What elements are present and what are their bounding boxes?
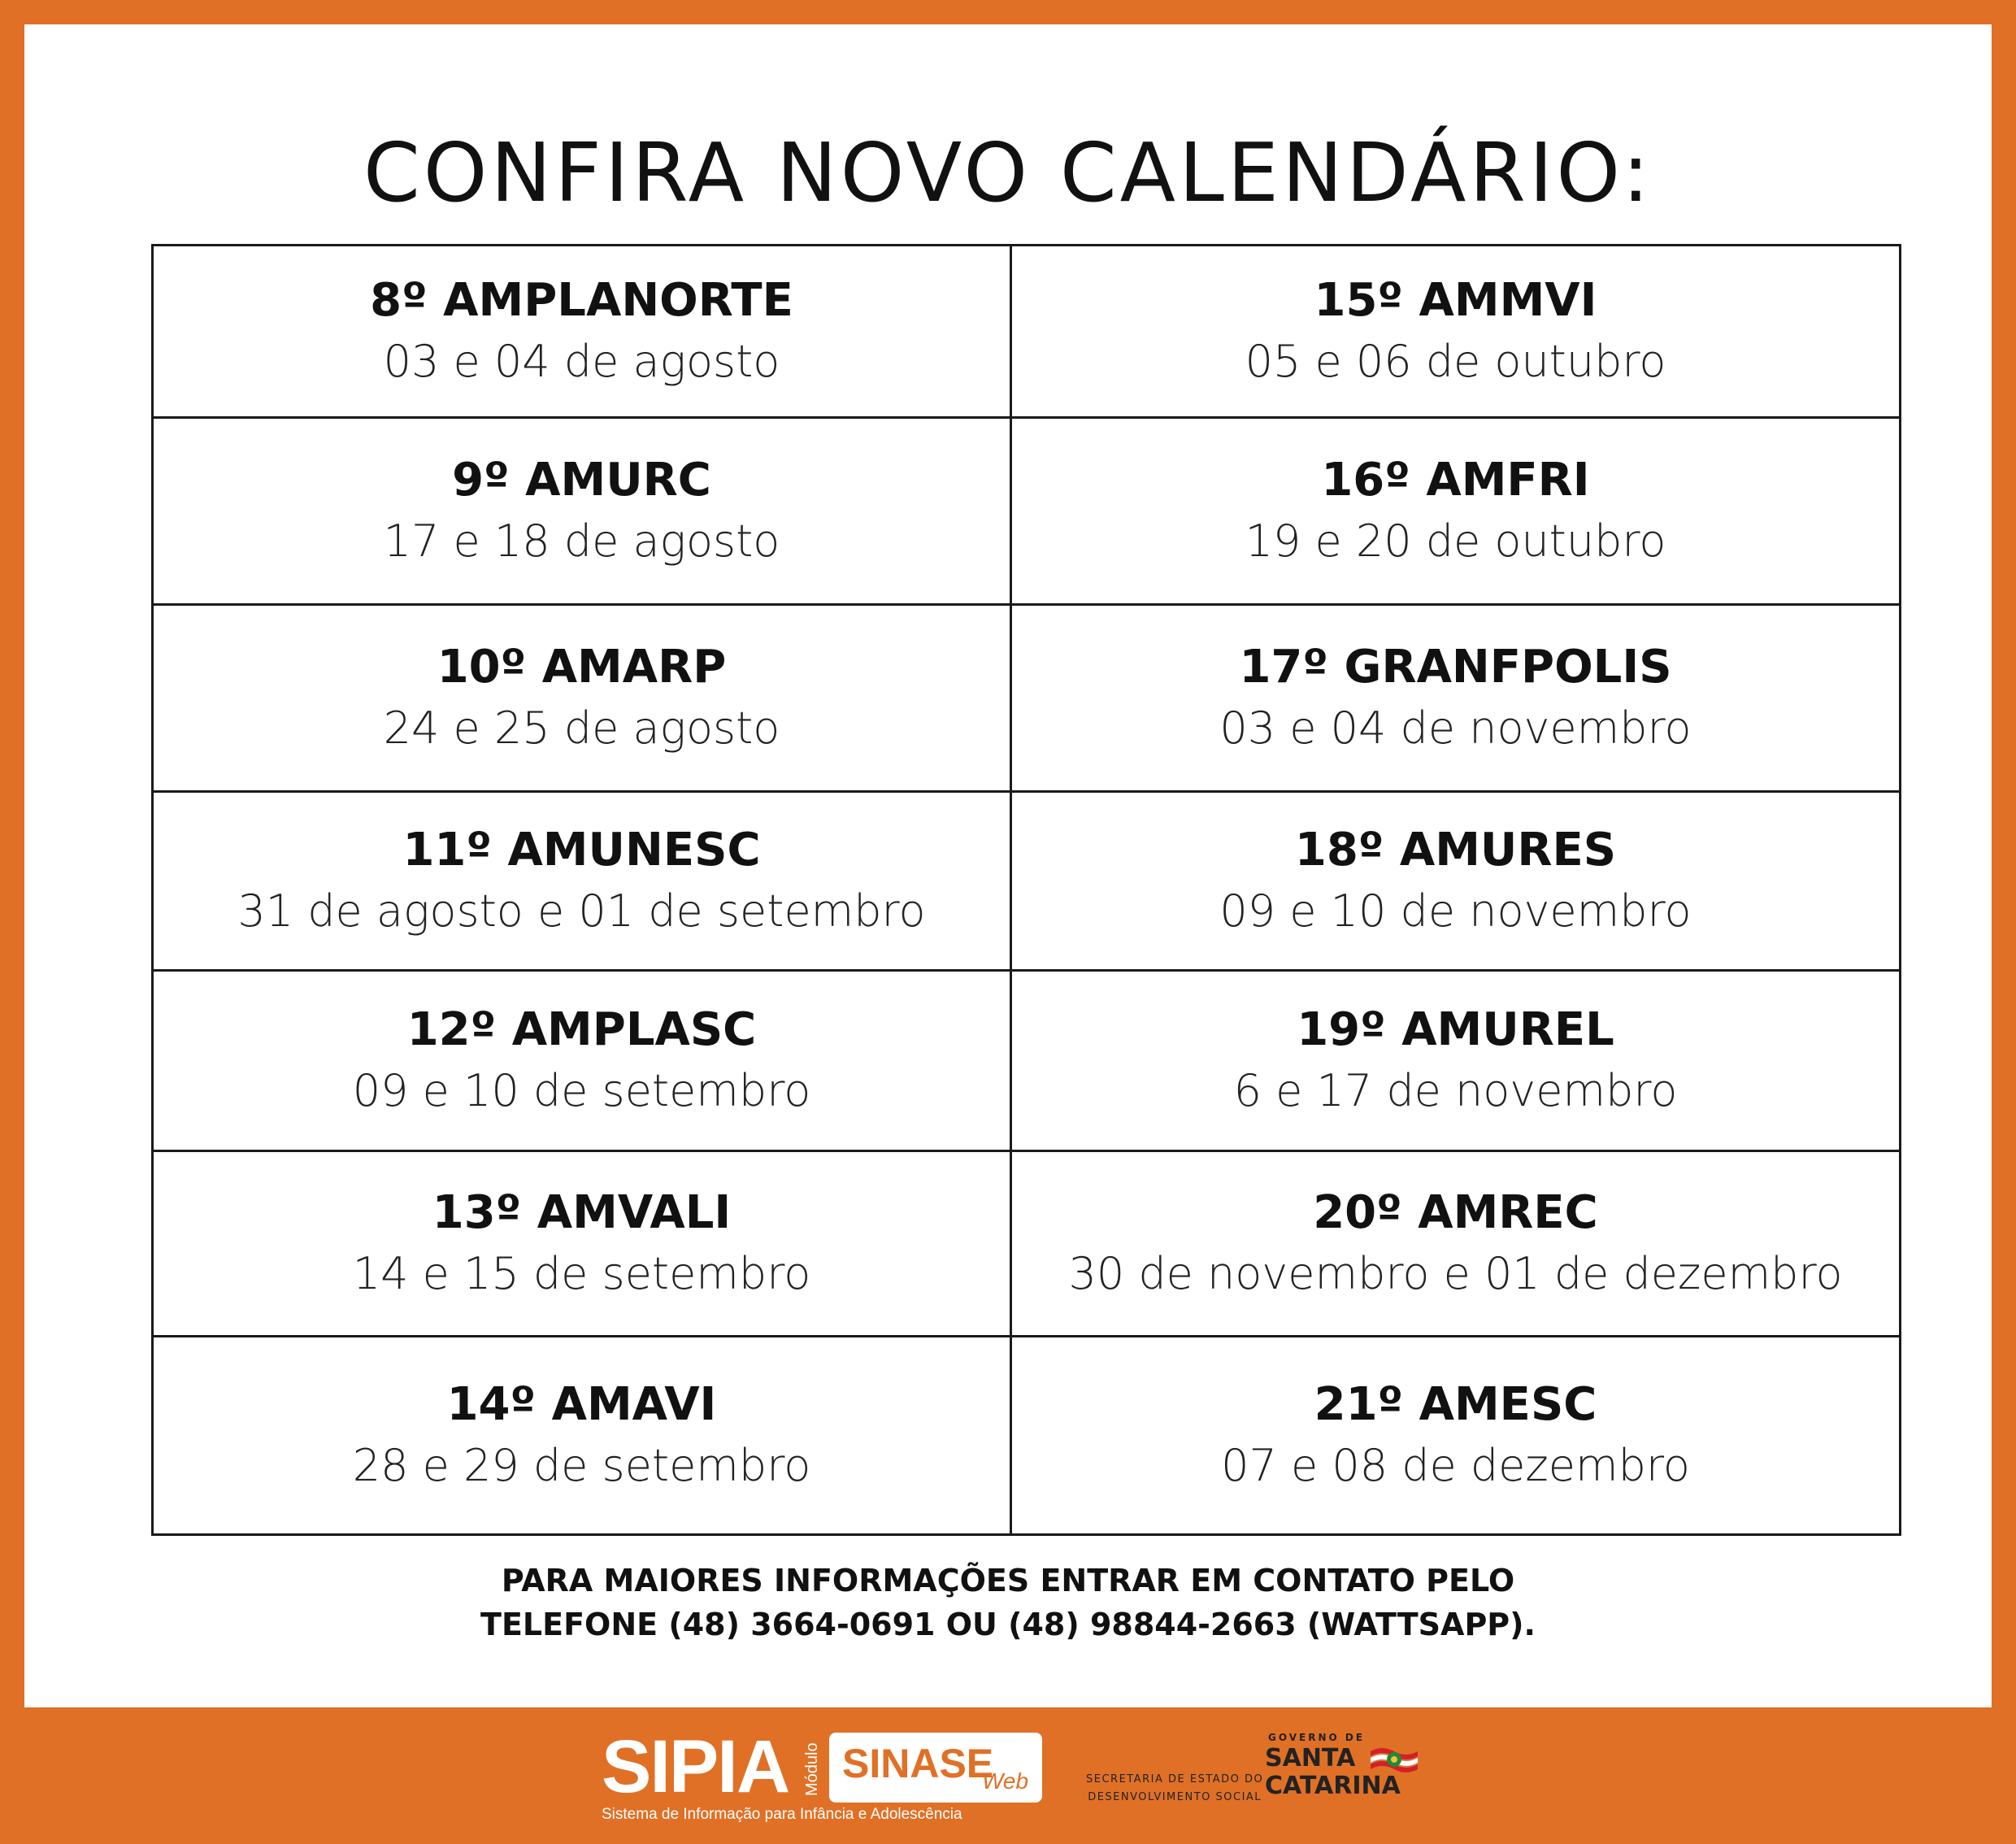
event-cell — [153, 246, 1011, 418]
governo-label: GOVERNO DE — [1268, 1732, 1366, 1743]
santa-catarina-flag-icon — [1369, 1743, 1419, 1776]
modulo-label: Módulo — [803, 1742, 821, 1796]
event-name: 17º GRANFPOLIS — [1239, 640, 1672, 694]
event-name: 20º AMREC — [1313, 1185, 1598, 1239]
event-name: 13º AMVALI — [432, 1185, 732, 1239]
contact-note — [0, 1559, 2016, 1646]
event-name: 21º AMESC — [1314, 1377, 1597, 1431]
table-row — [153, 1151, 1901, 1337]
event-cell — [153, 1151, 1011, 1337]
event-name: 15º AMMVI — [1314, 273, 1597, 327]
event-date: 07 e 08 de dezembro — [1221, 1439, 1690, 1491]
event-date: 14 e 15 de setembro — [352, 1247, 811, 1299]
event-cell — [1011, 605, 1901, 792]
event-date: 19 e 20 de outubro — [1245, 515, 1666, 567]
event-cell — [1011, 418, 1901, 605]
event-date: 28 e 29 de setembro — [352, 1439, 811, 1491]
secretaria-line-2: DESENVOLVIMENTO SOCIAL — [1088, 1791, 1262, 1803]
event-name: 14º AMAVI — [446, 1377, 717, 1431]
table-row — [153, 418, 1901, 605]
event-name: 9º AMURC — [452, 453, 711, 507]
event-date: 31 de agosto e 01 de setembro — [237, 885, 926, 937]
event-cell — [1011, 971, 1901, 1151]
event-cell — [1011, 1337, 1901, 1535]
governo-line-1: SANTA — [1265, 1744, 1356, 1772]
event-date: 17 e 18 de agosto — [383, 515, 780, 567]
calendar-table — [151, 244, 1901, 1536]
event-name: 11º AMUNESC — [402, 823, 761, 876]
secretaria-line-1: SECRETARIA DE ESTADO DO — [1086, 1773, 1264, 1785]
sipia-logo — [602, 1725, 1045, 1825]
page-title: CONFIRA NOVO CALENDÁRIO: — [363, 125, 1653, 220]
table-row — [153, 246, 1901, 418]
contact-line-2: TELEFONE (48) 3664-0691 OU (48) 98844-2663 (WATTSAPP). — [480, 1607, 1536, 1642]
event-cell — [153, 1337, 1011, 1535]
event-date: 03 e 04 de novembro — [1219, 702, 1692, 754]
event-cell — [1011, 246, 1901, 418]
event-cell — [1011, 792, 1901, 971]
governo-sc-logo — [1265, 1732, 1427, 1813]
governo-line-2: CATARINA — [1265, 1772, 1401, 1800]
event-date: 30 de novembro e 01 de dezembro — [1068, 1247, 1843, 1299]
event-name: 10º AMARP — [437, 640, 727, 694]
event-name: 12º AMPLASC — [406, 1002, 757, 1056]
sipia-wordmark: SIPIA — [602, 1725, 789, 1808]
contact-line-1: PARA MAIORES INFORMAÇÕES ENTRAR EM CONTATO PELO — [501, 1563, 1515, 1598]
web-wordmark: Web — [982, 1768, 1029, 1794]
event-name: 8º AMPLANORTE — [370, 273, 793, 327]
event-date: 6 e 17 de novembro — [1233, 1064, 1678, 1116]
event-date: 03 e 04 de agosto — [383, 335, 780, 387]
table-row — [153, 792, 1901, 971]
event-cell — [153, 418, 1011, 605]
poster-panel — [24, 24, 1992, 1707]
event-cell — [153, 971, 1011, 1151]
sinase-badge — [829, 1733, 1042, 1803]
sipia-subtitle: Sistema de Informação para Infância e Adolescência — [602, 1806, 962, 1823]
sinase-wordmark: SINASE — [842, 1741, 994, 1786]
table-row — [153, 1337, 1901, 1535]
event-name: 16º AMFRI — [1321, 453, 1590, 507]
event-name: 18º AMURES — [1294, 823, 1617, 876]
event-cell — [1011, 1151, 1901, 1337]
event-date: 24 e 25 de agosto — [383, 702, 780, 754]
event-date: 05 e 06 de outubro — [1245, 335, 1666, 387]
event-date: 09 e 10 de setembro — [352, 1064, 811, 1116]
secretaria-logo — [1086, 1771, 1263, 1807]
table-row — [153, 971, 1901, 1151]
table-row — [153, 605, 1901, 792]
event-cell — [153, 792, 1011, 971]
event-name: 19º AMUREL — [1297, 1002, 1614, 1056]
event-cell — [153, 605, 1011, 792]
event-date: 09 e 10 de novembro — [1219, 885, 1692, 937]
